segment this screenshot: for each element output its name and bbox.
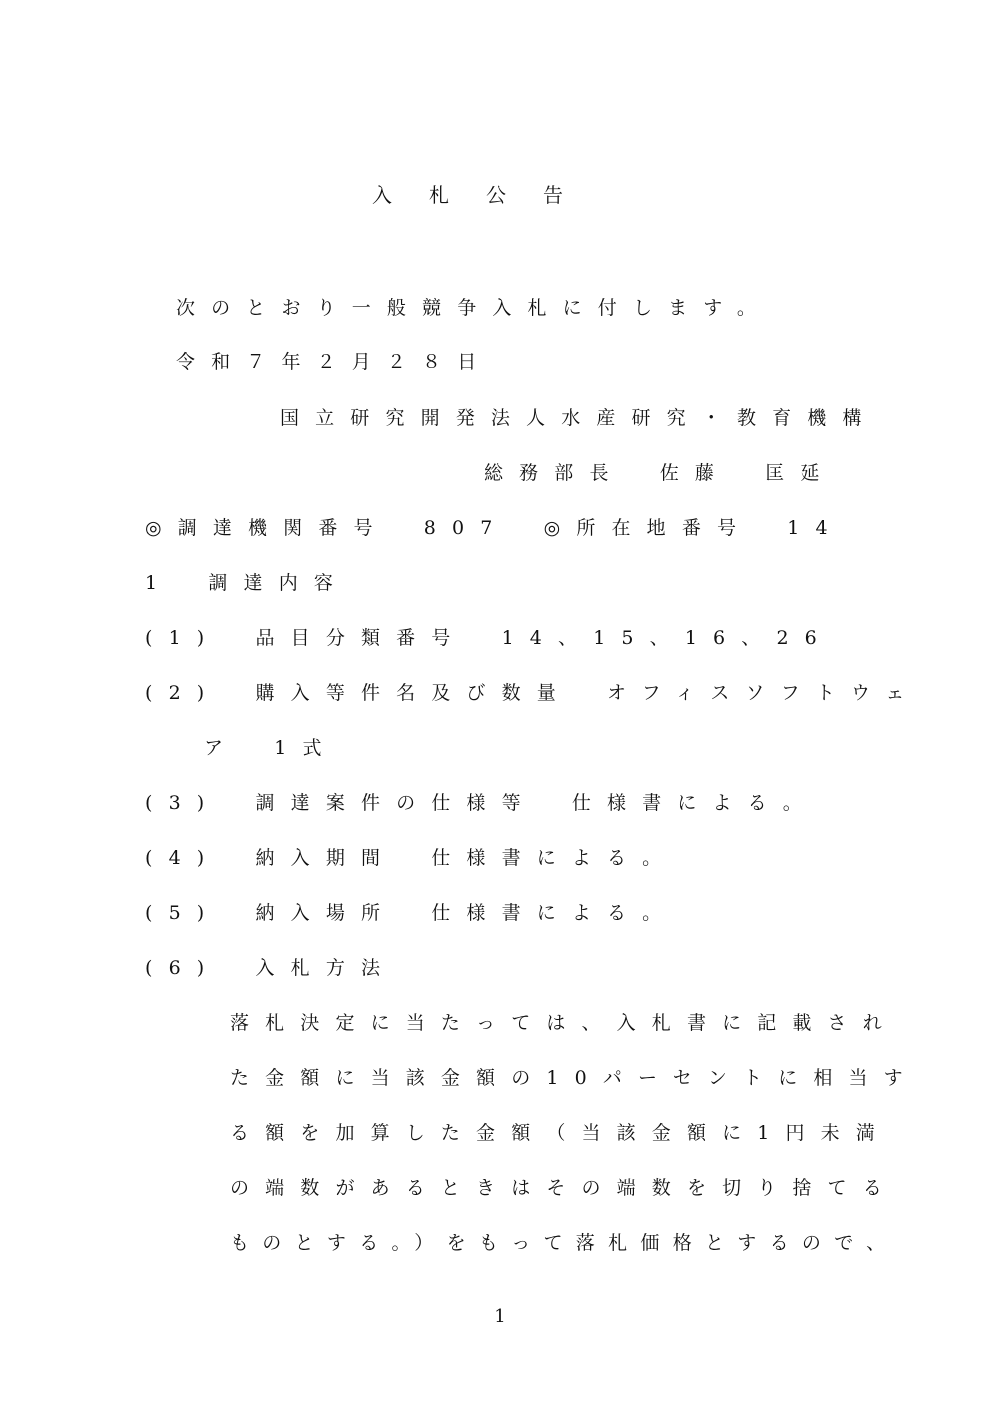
- intro-text: 次のとおり一般競争入札に付します。: [176, 297, 773, 319]
- paragraph-line: る額を加算した金額（当該金額に1円未満: [230, 1122, 891, 1144]
- item-2-continued: ア 1式: [204, 737, 338, 759]
- item-4: (4) 納入期間 仕様書による。: [145, 847, 678, 869]
- section-heading: 1 調達内容: [145, 572, 349, 594]
- procurement-codes: ◎調達機関番号 807 ◎所在地番号 14: [145, 517, 844, 539]
- date: 令和７年２月２８日: [176, 351, 493, 373]
- item-1: (1) 品目分類番号 14、15、16、26: [145, 627, 833, 649]
- document-title: 入札公告: [372, 183, 600, 207]
- item-5: (5) 納入場所 仕様書による。: [145, 902, 678, 924]
- organization-name: 国立研究開発法人水産研究・教育機構: [280, 407, 878, 429]
- official-name: 総務部長 佐藤 匡延: [484, 462, 836, 484]
- paragraph-line: た金額に当該金額の10パーセントに相当す: [230, 1067, 919, 1089]
- page-number: 1: [494, 1306, 506, 1327]
- item-3: (3) 調達案件の仕様等 仕様書による。: [145, 792, 818, 814]
- paragraph-line: 落札決定に当たっては、入札書に記載され: [230, 1012, 898, 1034]
- item-2: (2) 購入等件名及び数量 オフィスソフトウェ: [145, 682, 921, 704]
- paragraph-line: の端数があるときはその端数を切り捨てる: [230, 1177, 898, 1199]
- paragraph-line: ものとする。）をもって落札価格とするので、: [230, 1232, 899, 1254]
- item-6: (6) 入札方法: [145, 957, 397, 979]
